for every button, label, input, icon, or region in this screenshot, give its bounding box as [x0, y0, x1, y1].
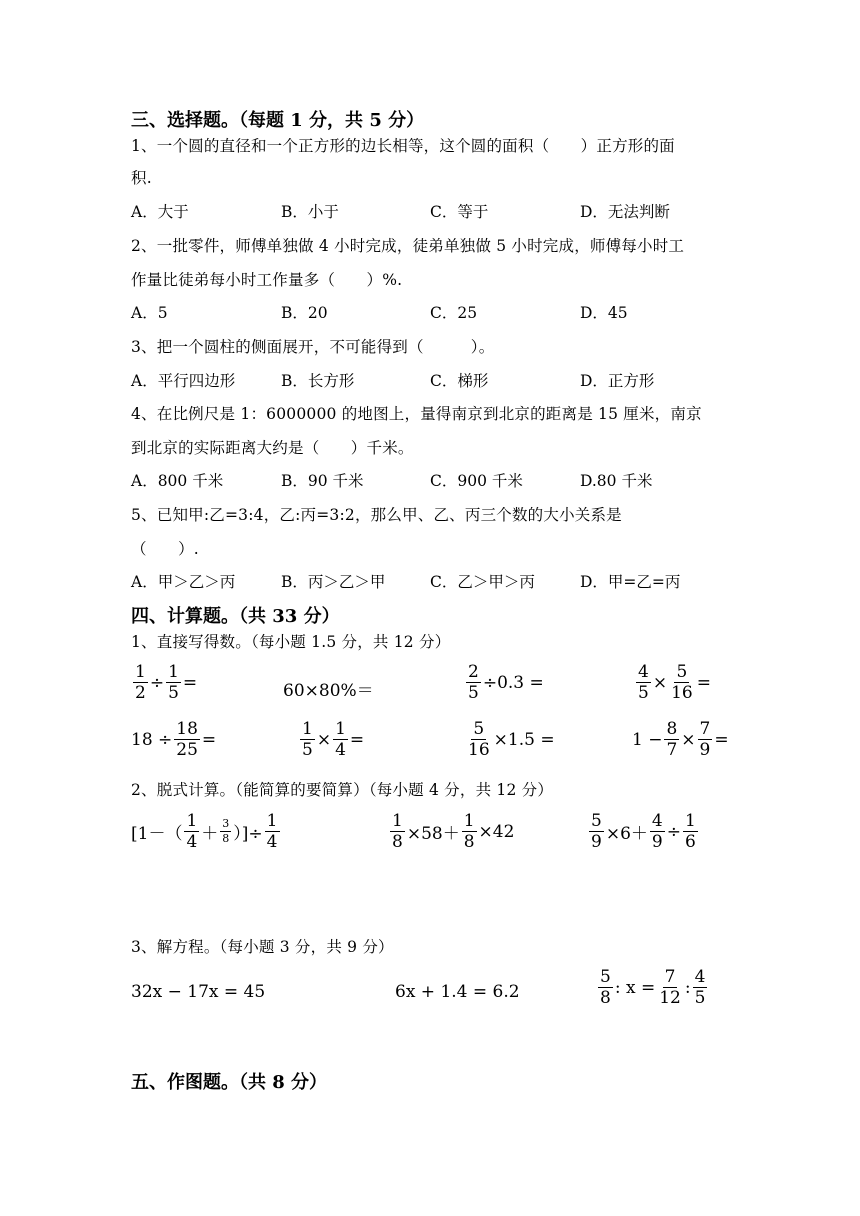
q1-option-d: D．无法判断	[580, 203, 670, 221]
q4-option-a: A．800 千米	[131, 472, 224, 490]
question-2-line2: 作量比徒弟每小时工作量多（ ）%.	[131, 271, 403, 289]
question-1-line1: 1、一个圆的直径和一个正方形的边长相等，这个圆的面积（ ）正方形的面	[131, 137, 675, 155]
question-1-line2: 积.	[131, 169, 152, 187]
question-3-line1: 3、把一个圆柱的侧面展开，不可能得到（ ）。	[131, 338, 495, 356]
question-4-line2: 到北京的实际距离大约是（ ）千米。	[131, 439, 414, 457]
equation-1: 32x − 17x = 45	[131, 982, 266, 1002]
step-calc-2: $\frac{1}{8}$ ×58＋ $\frac{1}{8}$ ×42	[392, 811, 515, 852]
step-calc-3: $\frac{5}{9}$ ×6＋ $\frac{4}{9}$ ÷ $\frac{1}{6}$	[591, 811, 696, 852]
direct-calc-7: $\frac{5}{16}$ ×1.5 =	[468, 719, 555, 760]
equation-2: 6x + 1.4 = 6.2	[395, 982, 520, 1002]
direct-calc-3: $\frac{2}{5}$ ÷0.3 =	[468, 662, 544, 703]
q5-option-a: A．甲＞乙＞丙	[131, 573, 236, 591]
question-2-line1: 2、一批零件，师傅单独做 4 小时完成，徒弟单独做 5 小时完成，师傅每小时工	[131, 237, 685, 255]
q1-option-b: B．小于	[281, 203, 339, 221]
direct-calc-5: 18 ÷ $\frac{18}{25}$ =	[131, 719, 217, 760]
q1-option-a: A．大于	[131, 203, 189, 221]
q3-option-d: D．正方形	[580, 372, 655, 390]
q2-option-d: D．45	[580, 304, 628, 322]
q4-option-d: D.80 千米	[580, 472, 653, 490]
question-4-line1: 4、在比例尺是 1：6000000 的地图上，量得南京到北京的距离是 15 厘米，南京	[131, 405, 702, 423]
q3-option-a: A．平行四边形	[131, 372, 236, 390]
q2-option-c: C．25	[430, 304, 478, 322]
q5-option-d: D．甲=乙=丙	[580, 573, 681, 591]
q5-option-c: C．乙＞甲＞丙	[430, 573, 535, 591]
calc-sub3-title: 3、解方程。（每小题 3 分，共 9 分）	[131, 938, 394, 956]
q3-option-b: B．长方形	[281, 372, 355, 390]
q4-option-b: B．90 千米	[281, 472, 364, 490]
direct-calc-8: 1 − $\frac{8}{7}$ × $\frac{7}{9}$ =	[632, 719, 729, 760]
q3-option-c: C．梯形	[430, 372, 489, 390]
direct-calc-1: $\frac{1}{2}$ ÷ $\frac{1}{5}$ =	[135, 662, 198, 703]
section-4-title: 四、计算题。（共 33 分）	[131, 606, 340, 627]
equation-3: $\frac{5}{8}$ : x = $\frac{7}{12}$ : $\frac{4}{5}$	[600, 967, 706, 1008]
step-calc-1: [1－（ $\frac{1}{4}$ ＋ $\frac{3}{8}$ ）]÷ $\frac{1}{4}$	[131, 811, 278, 852]
direct-calc-2: 60×80%＝	[283, 681, 374, 701]
q2-option-a: A．5	[131, 304, 168, 322]
question-5-line1: 5、已知甲:乙=3:4，乙:丙=3:2，那么甲、乙、丙三个数的大小关系是	[131, 506, 622, 524]
calc-sub2-title: 2、脱式计算。（能简算的要简算）（每小题 4 分，共 12 分）	[131, 781, 554, 799]
q1-option-c: C．等于	[430, 203, 489, 221]
calc-sub1-title: 1、直接写得数。（每小题 1.5 分，共 12 分）	[131, 633, 451, 651]
direct-calc-4: $\frac{4}{5}$ × $\frac{5}{16}$ =	[638, 662, 711, 703]
question-5-line2: （ ）.	[131, 540, 199, 558]
q2-option-b: B．20	[281, 304, 328, 322]
q5-option-b: B．丙＞乙＞甲	[281, 573, 386, 591]
section-5-title: 五、作图题。（共 8 分）	[131, 1072, 328, 1093]
direct-calc-6: $\frac{1}{5}$ × $\frac{1}{4}$ =	[302, 719, 365, 760]
section-3-title: 三、选择题。（每题 1 分，共 5 分）	[131, 110, 425, 131]
q4-option-c: C．900 千米	[430, 472, 523, 490]
